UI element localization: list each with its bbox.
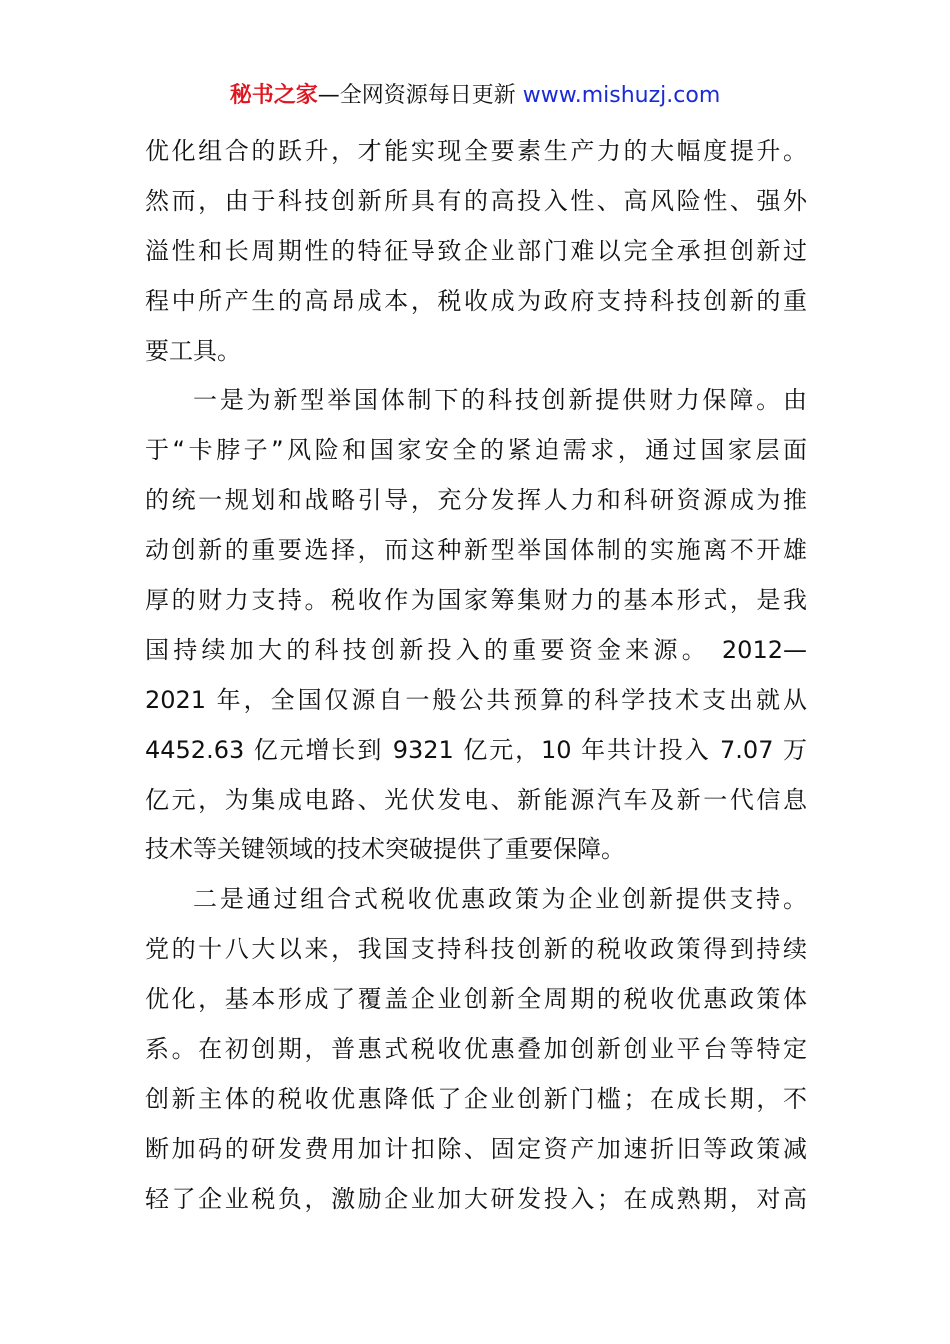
text-line: 党的十八大以来，我国支持科技创新的税收政策得到持续	[145, 935, 807, 964]
text-line: 程中所产生的高昂成本，税收成为政府支持科技创新的重	[145, 286, 807, 315]
text-line: 溢性和长周期性的特征导致企业部门难以完全承担创新过	[145, 236, 807, 265]
header-url-link[interactable]: www.mishuzj.com	[522, 83, 721, 108]
text-line: 的统一规划和战略引导，充分发挥人力和科研资源成为推	[145, 486, 807, 515]
text-line: 4452.63 亿元增长到 9321 亿元，10 年共计投入 7.07 万	[145, 735, 807, 764]
text-line: 创新主体的税收优惠降低了企业创新门槛；在成长期，不	[145, 1084, 807, 1113]
header-brand: 秘书之家	[229, 83, 318, 108]
text-line: 优化组合的跃升，才能实现全要素生产力的大幅度提升。	[145, 137, 807, 165]
text-line: 亿元，为集成电路、光伏发电、新能源汽车及新一代信息	[145, 785, 807, 814]
text-line: 动创新的重要选择，而这种新型举国体制的实施离不开雄	[145, 536, 807, 565]
text-line: 断加码的研发费用加计扣除、固定资产加速折旧等政策减	[145, 1134, 807, 1163]
text-line: 轻了企业税负，激励企业加大研发投入；在成熟期，对高	[145, 1184, 807, 1213]
text-line: 厚的财力支持。税收作为国家筹集财力的基本形式，是我	[145, 586, 807, 615]
text-line: 技术等关键领域的技术突破提供了重要保障。	[145, 835, 625, 864]
text-line: 要工具。	[145, 336, 241, 365]
text-line: 国持续加大的科技创新投入的重要资金来源。 2012—	[145, 635, 807, 664]
page-header	[0, 80, 950, 112]
body-text	[145, 127, 807, 1225]
paragraph-first-line: 二是通过组合式税收优惠政策为企业创新提供支持。	[193, 885, 807, 914]
text-line: 优化，基本形成了覆盖企业创新全周期的税收优惠政策体	[145, 985, 807, 1014]
text-line: 系。在初创期，普惠式税收优惠叠加创新创业平台等特定	[145, 1035, 807, 1064]
paragraph-first-line: 一是为新型举国体制下的科技创新提供财力保障。由	[193, 386, 807, 415]
header-tagline: —全网资源每日更新	[317, 83, 516, 108]
text-line: 2021 年，全国仅源自一般公共预算的科学技术支出就从	[145, 685, 807, 714]
text-line: 于“卡脖子”风险和国家安全的紧迫需求，通过国家层面	[145, 436, 807, 465]
text-line: 然而，由于科技创新所具有的高投入性、高风险性、强外	[145, 186, 807, 215]
